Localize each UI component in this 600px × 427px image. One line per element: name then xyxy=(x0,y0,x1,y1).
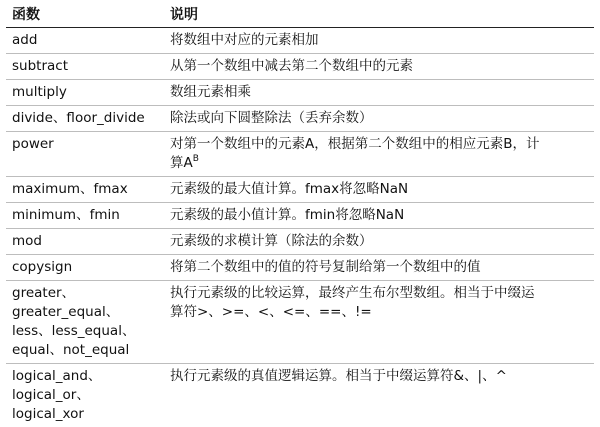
function-name-line: logical_xor xyxy=(12,405,166,424)
description-line: 执行元素级的比较运算，最终产生布尔型数组。相当于中缀运 xyxy=(170,284,590,303)
function-description: 元素级的求模计算（除法的余数） xyxy=(166,229,594,255)
table-row xyxy=(6,80,594,106)
function-description xyxy=(166,132,594,177)
table-row xyxy=(6,364,594,427)
function-name-line: logical_and、logical_or、 xyxy=(12,367,166,405)
function-name: divide、floor_divide xyxy=(6,106,166,132)
function-name-line: greater、greater_equal、 xyxy=(12,284,166,322)
description-line xyxy=(170,154,590,173)
table-row xyxy=(6,203,594,229)
function-description: 从第一个数组中减去第二个数组中的元素 xyxy=(166,54,594,80)
function-description: 将数组中对应的元素相加 xyxy=(166,28,594,54)
function-description: 除法或向下圆整除法（丢弃余数） xyxy=(166,106,594,132)
table-row xyxy=(6,28,594,54)
table-row xyxy=(6,177,594,203)
function-name: copysign xyxy=(6,255,166,281)
function-name xyxy=(6,281,166,364)
table-row xyxy=(6,255,594,281)
header-function: 函数 xyxy=(6,0,166,28)
table-row xyxy=(6,132,594,177)
function-name: add xyxy=(6,28,166,54)
function-name: multiply xyxy=(6,80,166,106)
function-name: mod xyxy=(6,229,166,255)
function-name: subtract xyxy=(6,54,166,80)
function-table xyxy=(6,0,594,427)
function-description: 数组元素相乘 xyxy=(166,80,594,106)
table-row xyxy=(6,106,594,132)
description-line: 算符>、>=、<、<=、==、!= xyxy=(170,303,590,322)
function-name xyxy=(6,364,166,427)
description-line: 对第一个数组中的元素A，根据第二个数组中的相应元素B，计 xyxy=(170,135,590,154)
function-name: maximum、fmax xyxy=(6,177,166,203)
function-description: 元素级的最小值计算。fmin将忽略NaN xyxy=(166,203,594,229)
function-description xyxy=(166,281,594,364)
superscript: B xyxy=(193,154,199,164)
function-name: minimum、fmin xyxy=(6,203,166,229)
table-row xyxy=(6,229,594,255)
function-description: 执行元素级的真值逻辑运算。相当于中缀运算符&、|、^ xyxy=(166,364,594,427)
header-description: 说明 xyxy=(166,0,594,28)
function-name-line: less、less_equal、 xyxy=(12,322,166,341)
table-row xyxy=(6,54,594,80)
description-text: 算A xyxy=(170,155,193,171)
function-name-line: equal、not_equal xyxy=(12,341,166,360)
function-description: 将第二个数组中的值的符号复制给第一个数组中的值 xyxy=(166,255,594,281)
table-row xyxy=(6,281,594,364)
function-name: power xyxy=(6,132,166,177)
function-description: 元素级的最大值计算。fmax将忽略NaN xyxy=(166,177,594,203)
table-header-row xyxy=(6,0,594,28)
